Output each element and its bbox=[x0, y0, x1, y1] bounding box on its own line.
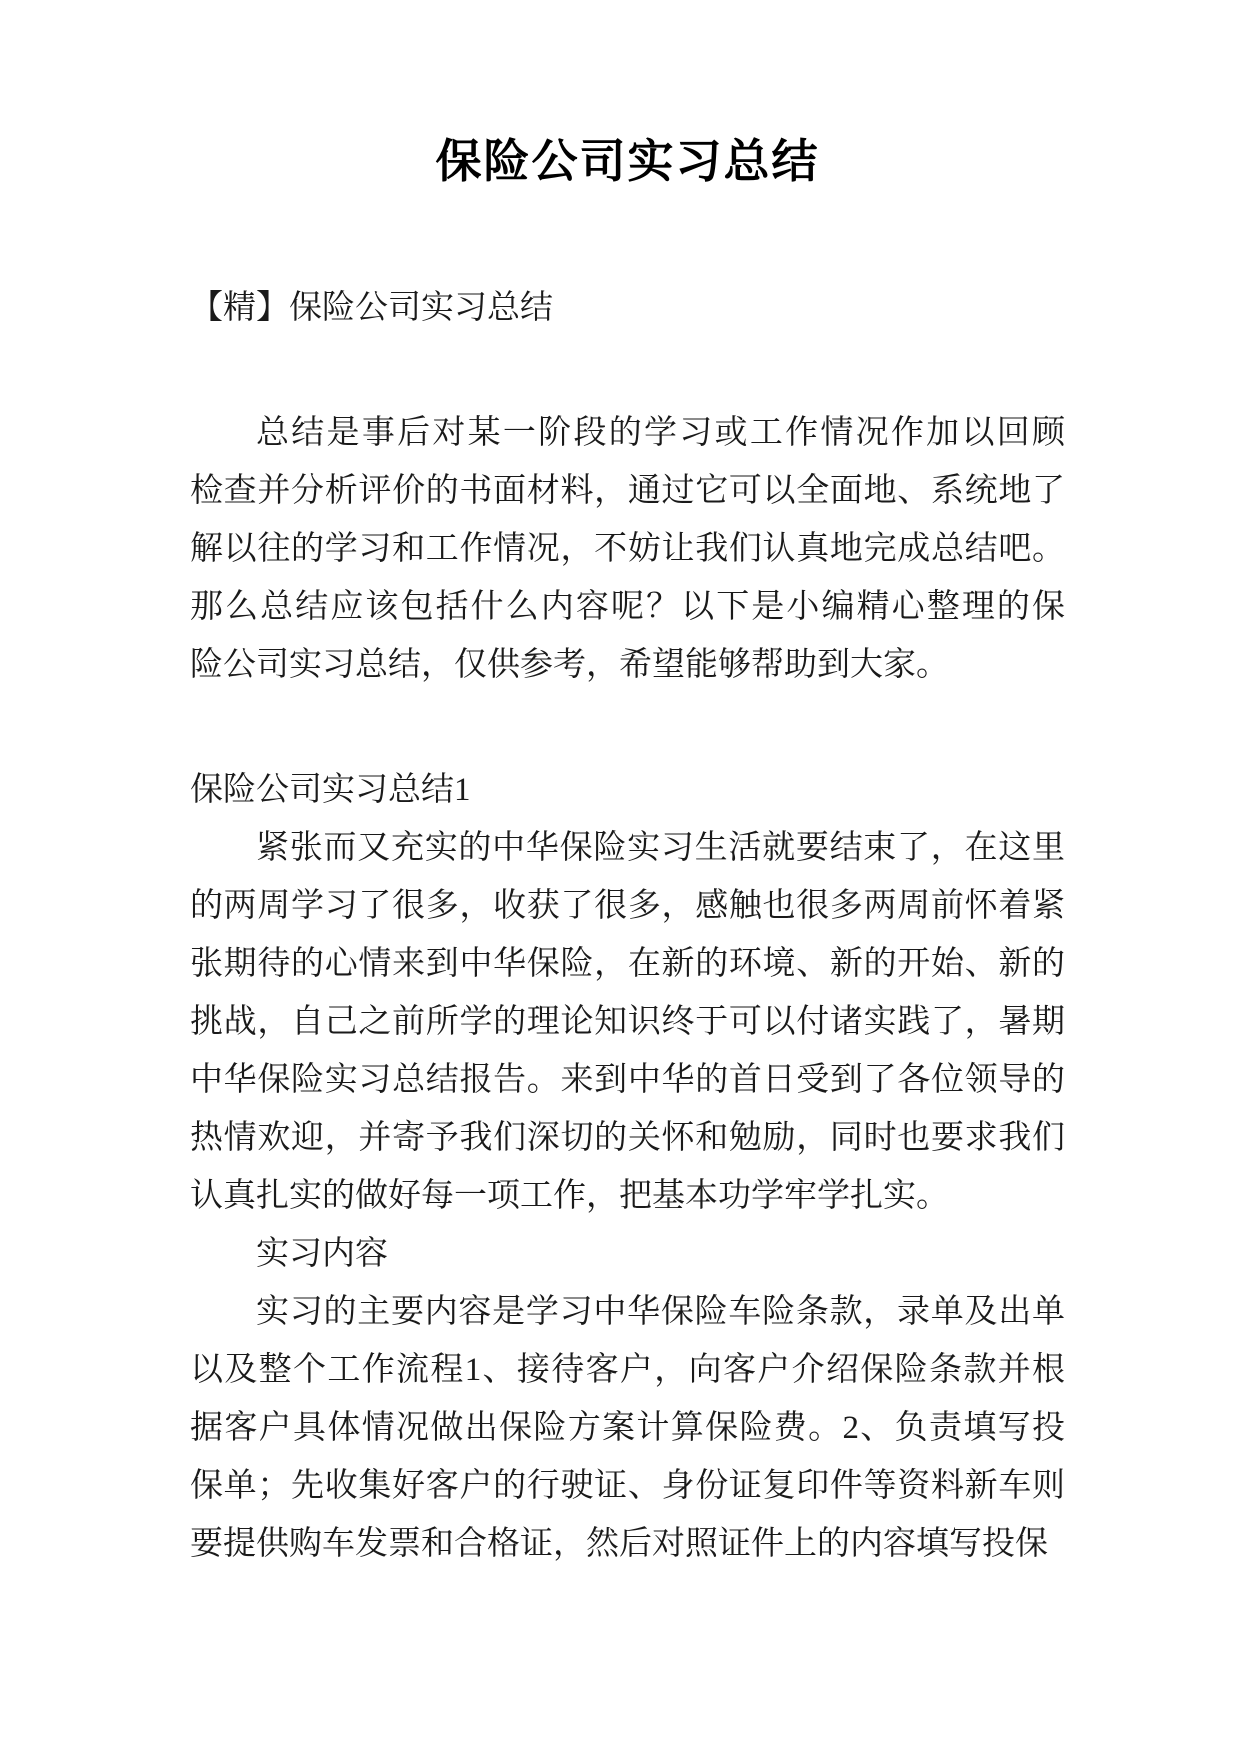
document-body bbox=[190, 279, 1065, 1573]
subheading-internship-content bbox=[190, 1225, 1065, 1283]
text-line: 的两周学习了很多，收获了很多，感触也很多两周前怀着紧 bbox=[190, 888, 1065, 924]
text-line: 总结是事后对某一阶段的学习或工作情况作加以回顾 bbox=[256, 415, 1065, 451]
text-line: 实习的主要内容是学习中华保险车险条款，录单及出单 bbox=[256, 1294, 1065, 1330]
text-line: 认真扎实的做好每一项工作，把基本功学牢学扎实。 bbox=[190, 1178, 949, 1214]
text-line: 那么总结应该包括什么内容呢？以下是小编精心整理的保 bbox=[190, 589, 1065, 625]
text-line: 解以往的学习和工作情况，不妨让我们认真地完成总结吧。 bbox=[190, 531, 1065, 567]
text-line: 紧张而又充实的中华保险实习生活就要结束了，在这里 bbox=[256, 830, 1065, 866]
text-line: 要提供购车发票和合格证，然后对照证件上的内容填写投保 bbox=[190, 1526, 1048, 1562]
paragraph-content-detail bbox=[190, 1283, 1065, 1573]
text-line: 检查并分析评价的书面材料，通过它可以全面地、系统地了 bbox=[190, 473, 1065, 509]
text-line: 保险公司实习总结1 bbox=[190, 772, 471, 808]
text-line: 以及整个工作流程1、接待客户，向客户介绍保险条款并根 bbox=[190, 1352, 1065, 1388]
section-heading-1 bbox=[190, 761, 1065, 819]
text-line: 【精】保险公司实习总结 bbox=[190, 290, 553, 326]
text-line: 热情欢迎，并寄予我们深切的关怀和勉励，同时也要求我们 bbox=[190, 1120, 1065, 1156]
paragraph-experience bbox=[190, 819, 1065, 1225]
text-line: 保单；先收集好客户的行驶证、身份证复印件等资料新车则 bbox=[190, 1468, 1065, 1504]
text-line: 挑战，自己之前所学的理论知识终于可以付诸实践了，暑期 bbox=[190, 1004, 1065, 1040]
text-line: 实习内容 bbox=[256, 1236, 388, 1272]
intro-paragraph bbox=[190, 404, 1065, 694]
document-title: 保险公司实习总结 bbox=[435, 136, 820, 187]
text-line: 据客户具体情况做出保险方案计算保险费。2、负责填写投 bbox=[190, 1410, 1065, 1446]
text-line: 中华保险实习总结报告。来到中华的首日受到了各位领导的 bbox=[190, 1062, 1065, 1098]
text-line: 险公司实习总结，仅供参考，希望能够帮助到大家。 bbox=[190, 647, 949, 683]
text-line: 张期待的心情来到中华保险，在新的环境、新的开始、新的 bbox=[190, 946, 1065, 982]
featured-tag bbox=[190, 279, 1065, 337]
